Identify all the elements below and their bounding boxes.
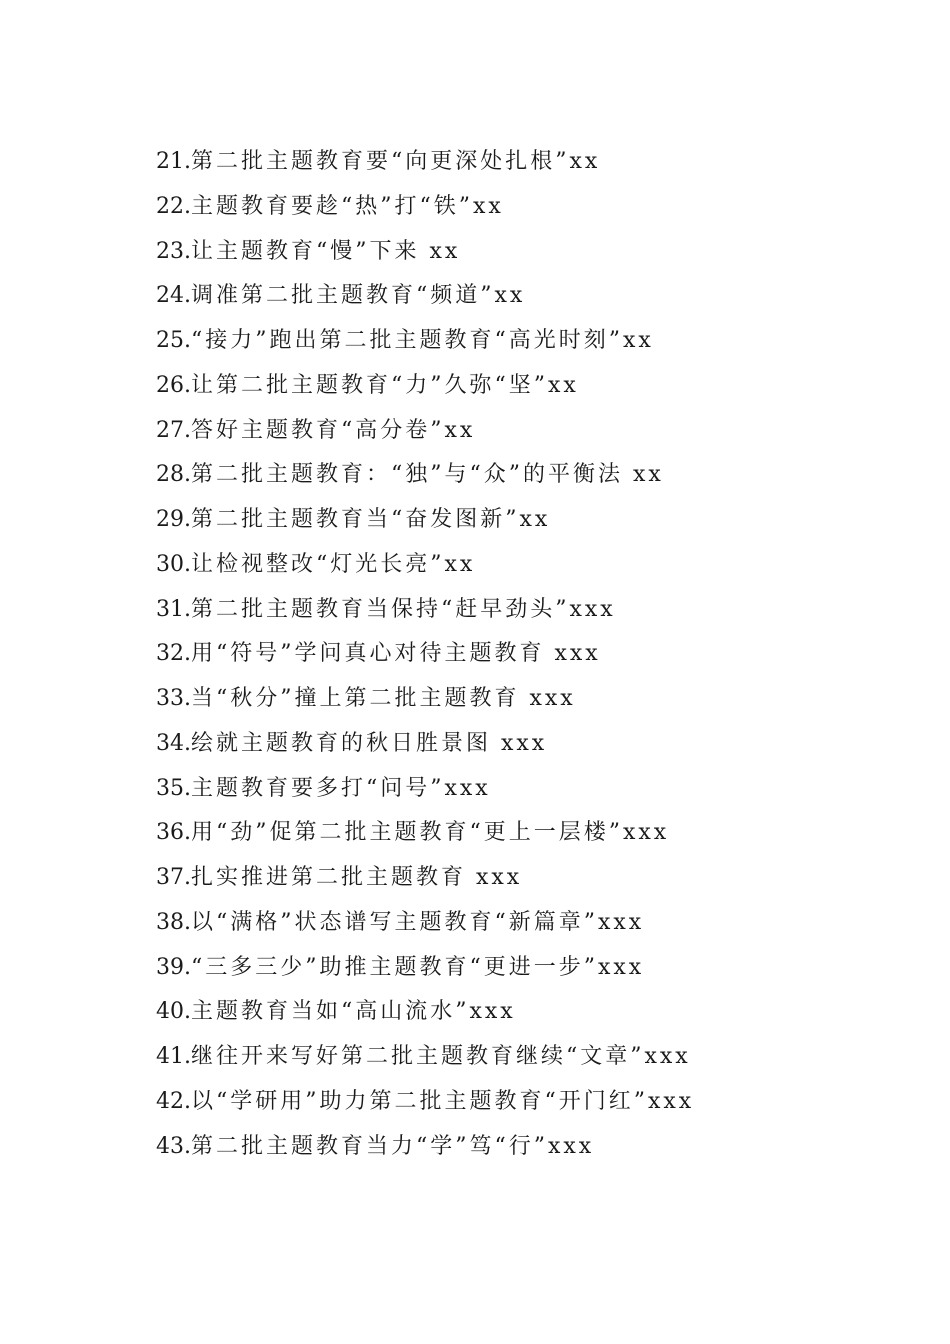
item-number: 26. [156, 372, 191, 398]
item-number: 37. [156, 865, 191, 890]
item-number: 29. [156, 507, 191, 532]
item-number: 35. [156, 775, 191, 801]
item-title: 主题教育当如“高山流水”xxx [191, 999, 516, 1025]
item-title: 用“符号”学问真心对待主题教育 xxx [191, 641, 601, 667]
list-item [156, 1080, 876, 1125]
list-item [156, 140, 876, 185]
list-item [156, 767, 876, 812]
item-title: “三多三少”助推主题教育“更进一步”xxx [191, 954, 645, 980]
item-title: 第二批主题教育要“向更深处扎根”xx [191, 149, 601, 174]
list-item [156, 453, 876, 498]
item-title: 当“秋分”撞上第二批主题教育 xxx [191, 686, 576, 711]
item-number: 38. [156, 909, 191, 935]
list-item [156, 1125, 876, 1170]
list-item [156, 409, 876, 454]
item-title: 用“劲”促第二批主题教育“更上一层楼”xxx [191, 820, 670, 846]
item-number: 32. [156, 641, 191, 667]
item-number: 42. [156, 1088, 191, 1114]
list-item [156, 1035, 876, 1080]
item-title: 调准第二批主题教育“频道”xx [191, 283, 526, 309]
item-title: “接力”跑出第二批主题教育“高光时刻”xx [191, 328, 654, 353]
item-number: 33. [156, 686, 191, 711]
item-number: 24. [156, 283, 191, 309]
item-number: 39. [156, 954, 191, 980]
item-number: 30. [156, 551, 191, 577]
item-number: 36. [156, 820, 191, 846]
item-title: 以“学研用”助力第二批主题教育“开门红”xxx [191, 1088, 695, 1114]
list-item [156, 722, 876, 767]
item-number: 34. [156, 730, 191, 756]
list-item [156, 230, 876, 275]
article-title-list [156, 140, 876, 1169]
item-number: 40. [156, 999, 191, 1025]
list-item [156, 498, 876, 543]
item-title: 继往开来写好第二批主题教育继续“文章”xxx [191, 1044, 691, 1069]
list-item [156, 588, 876, 633]
item-number: 31. [156, 596, 191, 622]
list-item [156, 811, 876, 856]
item-number: 25. [156, 328, 191, 353]
list-item [156, 364, 876, 409]
list-item [156, 946, 876, 991]
list-item [156, 632, 876, 677]
item-title: 主题教育要多打“问号”xxx [191, 775, 491, 801]
item-number: 27. [156, 417, 191, 443]
list-item [156, 901, 876, 946]
item-number: 21. [156, 149, 191, 174]
item-title: 第二批主题教育当保持“赶早劲头”xxx [191, 596, 616, 622]
item-title: 第二批主题教育：“独”与“众”的平衡法 xx [191, 462, 664, 488]
item-title: 第二批主题教育当“奋发图新”xx [191, 507, 551, 532]
list-item [156, 543, 876, 588]
list-item [156, 990, 876, 1035]
list-item [156, 856, 876, 901]
item-number: 22. [156, 193, 191, 219]
item-title: 扎实推进第二批主题教育 xxx [191, 865, 523, 890]
item-title: 让检视整改“灯光长亮”xx [191, 551, 476, 577]
item-title: 让第二批主题教育“力”久弥“坚”xx [191, 372, 579, 398]
item-title: 第二批主题教育当力“学”笃“行”xxx [191, 1133, 595, 1159]
item-title: 绘就主题教育的秋日胜景图 xxx [191, 730, 548, 756]
item-title: 答好主题教育“高分卷”xx [191, 417, 476, 443]
list-item [156, 319, 876, 364]
list-item [156, 274, 876, 319]
item-title: 以“满格”状态谱写主题教育“新篇章”xxx [191, 909, 645, 935]
item-number: 28. [156, 462, 191, 488]
list-item [156, 185, 876, 230]
item-title: 让主题教育“慢”下来 xx [191, 238, 461, 264]
list-item [156, 677, 876, 722]
item-title: 主题教育要趁“热”打“铁”xx [191, 193, 504, 219]
item-number: 41. [156, 1044, 191, 1069]
item-number: 23. [156, 238, 191, 264]
item-number: 43. [156, 1133, 191, 1159]
